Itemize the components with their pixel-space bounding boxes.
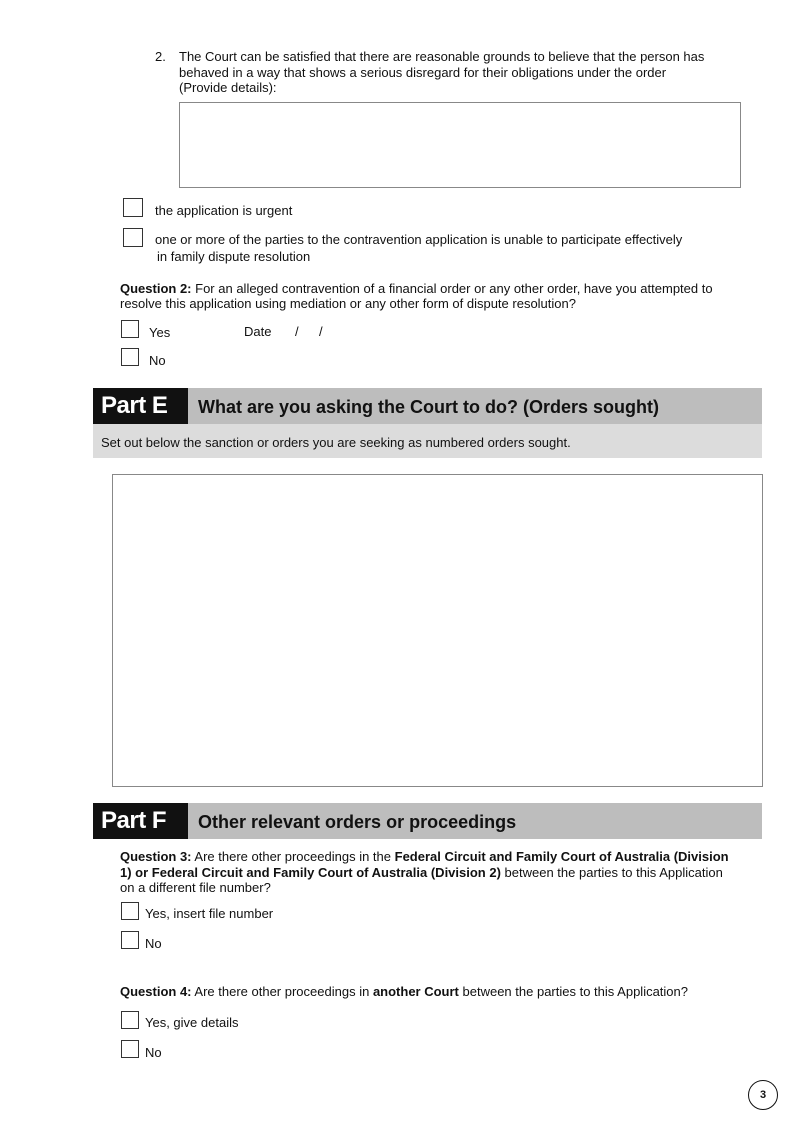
question4-no-checkbox[interactable] [121, 1040, 139, 1058]
question4-emphasis: another Court [372, 984, 459, 999]
unable-label-line2: in family dispute resolution [157, 249, 311, 264]
question3-line2 [120, 865, 723, 881]
question3-yes-label: Yes, insert file number [145, 906, 274, 921]
question3-no-label: No [145, 936, 162, 951]
part-e-instruction-bar [93, 424, 762, 458]
question3-text-cont: between the parties to this Application [504, 865, 723, 880]
urgent-checkbox[interactable] [123, 198, 143, 217]
question2-text: For an alleged contravention of a financial order or any other order, have you attempted to [195, 281, 713, 296]
item2-line1: The Court can be satisfied that there are reasonable grounds to believe that the person has [179, 49, 705, 64]
question2-label: Question 2: [120, 281, 192, 296]
question3-court-name-cont: 1) or Federal Circuit and Family Court of Australia (Division 2) [120, 865, 501, 880]
date-separator: / [319, 324, 323, 339]
question3-text: Are there other proceedings in the [194, 849, 391, 864]
item2-line3: (Provide details): [179, 80, 277, 95]
unable-label-line1: one or more of the parties to the contravention application is unable to participate effectively [155, 232, 683, 247]
part-f-title: Other relevant orders or proceedings [198, 812, 517, 832]
page-number: 3 [748, 1080, 778, 1110]
question3-yes-checkbox[interactable] [121, 902, 139, 920]
part-e-instruction: Set out below the sanction or orders you are seeking as numbered orders sought. [101, 435, 571, 450]
question4-yes-label: Yes, give details [145, 1015, 239, 1030]
question3-court-name: Federal Circuit and Family Court of Australia (Division [394, 849, 729, 864]
part-e-tag: Part E [93, 388, 188, 424]
question2-yes-checkbox[interactable] [121, 320, 139, 338]
item-number: 2. [155, 49, 166, 64]
part-e-header [93, 388, 762, 424]
question4-text-cont: between the parties to this Application? [462, 984, 688, 999]
question4-label: Question 4: [120, 984, 192, 999]
item2-line2: behaved in a way that shows a serious disregard for their obligations under the order [179, 65, 667, 80]
question4-text: Are there other proceedings in [194, 984, 370, 999]
unable-to-participate-checkbox[interactable] [123, 228, 143, 247]
question4-yes-checkbox[interactable] [121, 1011, 139, 1029]
details-text-box[interactable] [179, 102, 741, 188]
question3-line1 [120, 849, 729, 865]
question2-yes-label: Yes [149, 325, 171, 340]
part-f-tag: Part F [93, 803, 188, 839]
question2-no-label: No [149, 353, 166, 368]
date-label: Date [244, 324, 272, 339]
part-f-header [93, 803, 762, 839]
urgent-label: the application is urgent [155, 203, 293, 218]
question4-line [120, 984, 688, 1000]
question3-no-checkbox[interactable] [121, 931, 139, 949]
question2-no-checkbox[interactable] [121, 348, 139, 366]
part-e-title: What are you asking the Court to do? (Orders sought) [198, 397, 660, 417]
question3-line3: on a different file number? [120, 880, 271, 895]
date-separator: / [295, 324, 299, 339]
question2-line1 [120, 281, 713, 297]
question2-line2: resolve this application using mediation or any other form of dispute resolution? [120, 296, 576, 311]
question3-label: Question 3: [120, 849, 192, 864]
orders-sought-text-box[interactable] [112, 474, 763, 787]
question4-no-label: No [145, 1045, 162, 1060]
